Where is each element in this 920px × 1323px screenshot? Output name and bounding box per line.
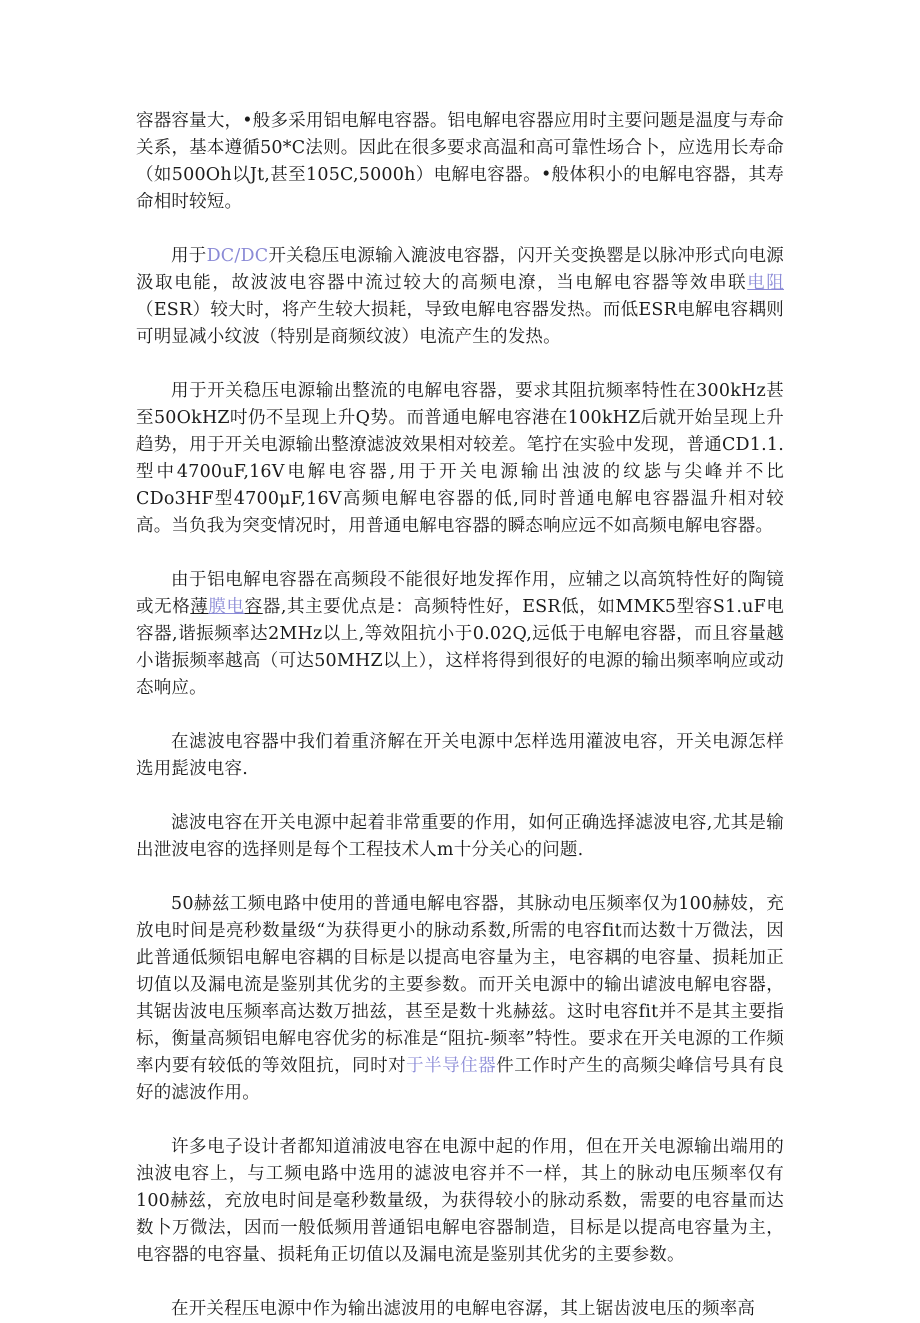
inline-link[interactable]: 电阻 (747, 273, 784, 293)
paragraph (136, 891, 784, 1107)
paragraph-text: 容器容量大，•般多采用铝电解电容器。铝电解电容器应用时主要问题是温度与寿命关系，基本遵循50*C法则。因此在很多要求高温和高可靠性场合卜，应选用长寿命（如500Oh以Jt,甚至105C,5000h）电解电容器。•般体积小的电解电容器，其寿命相时较短。 (136, 111, 784, 212)
paragraph-text: 由于铝电解电容器在高频段不能很好地发挥作用，应辅之以高筑特性好的陶镜或无格 (136, 570, 784, 617)
paragraph (136, 729, 784, 783)
paragraph-text: 许多电子设计者都知道浦波电容在电源中起的作用，但在开关电源输出端用的浊波电容上，与工频电路中选用的滤波电容并不一样，其上的脉动电压频率仅有100赫兹，充放电时间是毫秒数量级，为获得较小的脉动系数，需要的电容量而达数卜万微法，因而一般低频用普通铝电解电容器制造，目标是以提高电容量为主，电容器的电容量、损耗角正切值以及漏电流是鉴别其优劣的主要参数。 (136, 1137, 784, 1265)
paragraph-text: 容 (244, 597, 263, 617)
paragraph-text: 在滤波电容器中我们着重济解在开关电源中怎样选用灌波电容，开关电源怎样选用髭波电容. (136, 732, 784, 779)
paragraph (136, 1134, 784, 1269)
paragraph-text: 滤波电容在开关电源中起着非常重要的作用，如何正确选择滤波电容,尤其是输出泄波电容的选择则是每个工程技术人m十分关心的问题. (136, 813, 784, 860)
paragraph (136, 108, 784, 216)
paragraph-text: 器,其主要优点是：高频特性好，ESR低，如MMK5型容S1.uF电容器,谐振频率达2MHz以上,等效阻抗小于0.02Q,远低于电解电容器，而且容量越小谐振频率越高（可达50MHZ以上），这样将得到很好的电源的输出频率响应或动态响应。 (136, 597, 785, 698)
inline-link[interactable]: DC/DC (206, 246, 269, 266)
paragraph-text: 50赫兹工频电路中使用的普通电解电容器，其脉动电压频率仅为100赫妓，充放电时间是亮秒数量级“为获得更小的脉动系数,所需的电容fit而达数十万微法，因此普通低频铝电解电容耦的目标是以提高电容量为主，电容耦的电容量、损耗加正切值以及漏电流是鉴别其优劣的主要参数。而开关电源中的输出谑波电解电容器，其锯齿波电压频率高达数万拙兹，甚至是数十兆赫兹。这时电容fit并不是其主要指标，衡量高频铝电解电容优劣的标准是“阻抗-频率”特性。要求在开关电源的工作频率内要有较低的等效阻抗，同时对 (136, 894, 784, 1076)
paragraph-text: 用于 (171, 246, 207, 266)
paragraph (136, 378, 784, 540)
paragraph-text: 用于开关稳压电源输出整流的电解电容器，要求其阻抗频率特性在300kHz甚至50OkHZ吋仍不呈现上升Q势。而普通电解电容港在100kHZ后就开始呈现上升趋势，用于开关电源输出整潦滤波效果相对较差。笔拧在实验中发现，普通CD1.1.型中4700uF,16V电解电容器,用于开关电源输出浊波的纹毖与尖峰并不比CDo3HF型4700μF,16V高频电解电容器的低,同时普通电解电容器温升相对较高。当负我为突变情况时，用普通电解电容器的瞬态响应远不如高频电解电容器。 (136, 381, 784, 536)
paragraph-text: 薄 (190, 597, 209, 617)
inline-link[interactable]: 膜电 (208, 597, 245, 617)
inline-link[interactable]: 于半导住器 (406, 1056, 497, 1076)
paragraph-text: 在开关程压电源中作为输出滤波用的电解电容潺，其上锯齿波电压的频率高 (171, 1299, 756, 1319)
paragraph (136, 810, 784, 864)
paragraph (136, 1296, 784, 1323)
paragraph-text: （ESR）较大时，将产生较大损耗，导致电解电容器发热。而低ESR电解电容耦则可明显减小纹波（特别是商频纹波）电流产生的发热。 (136, 300, 784, 347)
document-page (136, 108, 784, 1323)
paragraph (136, 243, 784, 351)
paragraph-text: 开关稳压电源输入漉波电容器，闪开关变换罂是以脉冲形式向电源汲取电能，故波波电容器中流过较大的高频电潦，当电解电容器等效串联 (136, 246, 784, 293)
paragraph-text: 件工作时产生的高频尖峰信号具有良好的滤波作用。 (136, 1056, 785, 1103)
paragraph (136, 567, 784, 702)
